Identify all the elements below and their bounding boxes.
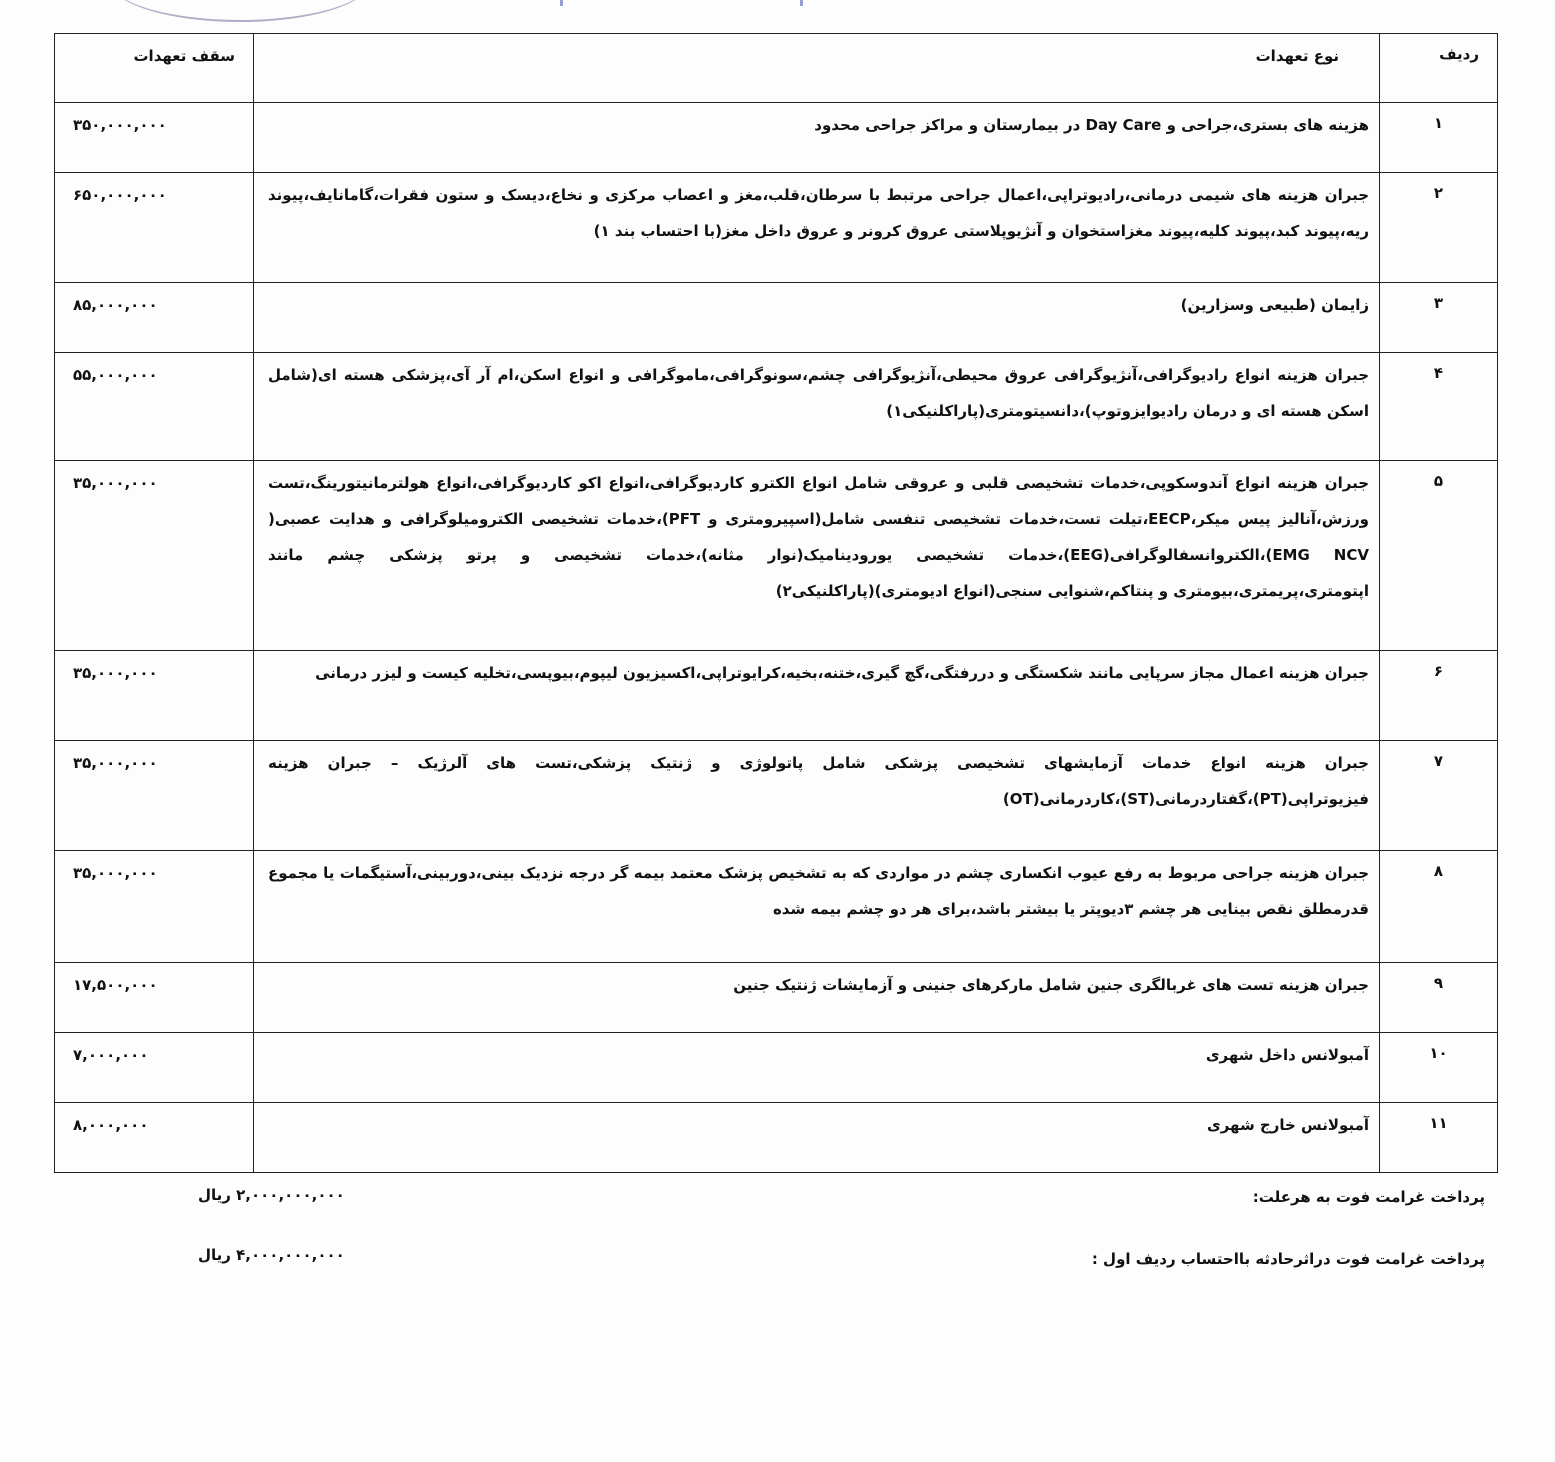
header-coverage-cap: سقف تعهدات	[55, 34, 254, 103]
coverage-cap: ۸۵,۰۰۰,۰۰۰	[55, 283, 254, 353]
death-compensation-label: پرداخت غرامت فوت به هرعلت:	[1252, 1188, 1485, 1206]
stamp-ink-mark	[800, 0, 803, 6]
coverage-cap: ۵۵,۰۰۰,۰۰۰	[55, 353, 254, 461]
row-number: ۶	[1380, 651, 1498, 741]
table-header-row	[55, 34, 1498, 103]
coverage-type: آمبولانس داخل شهری	[254, 1033, 1380, 1103]
accident-compensation-label: پرداخت غرامت فوت دراثرحادثه بااحتساب ردیف اول :	[1091, 1250, 1485, 1268]
coverage-type: جبران هزینه انواع آندوسکوپی،خدمات تشخیصی قلبی و عروقی شامل انواع الکترو کاردیوگرافی،انواع اکو کاردیوگرافی،انواع هولترمانیتورینگ،تست ورزش،آنالیز پیس میکر،EECP،تیلت تست،خدمات تشخیصی تنفسی شامل(اسپیرومتری و PFT)،خدمات تشخیصی الکترومیلوگرافی و هدایت عصبی( EMG NCV)،الکتروانسفالوگرافی(EEG)،خدمات تشخیصی یورودینامیک(نوار مثانه)،خدمات تشخیصی و پرتو پزشکی چشم مانند اپتومتری،پریمتری،بیومتری و پنتاکم،شنوایی سنجی(انواع ادیومتری)(پاراکلنیکی۲)	[254, 461, 1380, 651]
stamp-ink-mark	[560, 0, 563, 6]
row-number: ۷	[1380, 741, 1498, 851]
coverage-cap: ۳۵,۰۰۰,۰۰۰	[55, 651, 254, 741]
coverage-table	[54, 33, 1498, 1173]
coverage-cap: ۳۵,۰۰۰,۰۰۰	[55, 461, 254, 651]
row-number: ۸	[1380, 851, 1498, 963]
coverage-cap: ۸,۰۰۰,۰۰۰	[55, 1103, 254, 1173]
coverage-cap: ۱۷,۵۰۰,۰۰۰	[55, 963, 254, 1033]
coverage-type: جبران هزینه تست های غربالگری جنین شامل مارکرهای جنینی و آزمایشات ژنتیک جنین	[254, 963, 1380, 1033]
coverage-cap: ۳۵,۰۰۰,۰۰۰	[55, 851, 254, 963]
table-row	[55, 353, 1498, 461]
row-number: ۳	[1380, 283, 1498, 353]
row-number: ۵	[1380, 461, 1498, 651]
table-row	[55, 741, 1498, 851]
table-row	[55, 963, 1498, 1033]
coverage-type: زایمان (طبیعی وسزارین)	[254, 283, 1380, 353]
table-row	[55, 1033, 1498, 1103]
coverage-type: آمبولانس خارج شهری	[254, 1103, 1380, 1173]
coverage-cap: ۳۵,۰۰۰,۰۰۰	[55, 741, 254, 851]
coverage-cap: ۳۵۰,۰۰۰,۰۰۰	[55, 103, 254, 173]
coverage-type: جبران هزینه جراحی مربوط به رفع عیوب انکساری چشم در مواردی که به تشخیص پزشک معتمد بیمه گر درجه نزدیک بینی،دوربینی،آستیگمات یا مجموع قدرمطلق نقص بینایی هر چشم ۳دیوپتر یا بیشتر باشد،برای هر دو چشم بیمه شده	[254, 851, 1380, 963]
table-row	[55, 851, 1498, 963]
row-number: ۱۰	[1380, 1033, 1498, 1103]
accident-compensation-value: ۴,۰۰۰,۰۰۰,۰۰۰ ریال	[198, 1246, 345, 1264]
coverage-type: جبران هزینه انواع رادیوگرافی،آنژیوگرافی عروق محیطی،آنژیوگرافی چشم،سونوگرافی،ماموگرافی و انواع اسکن،ام آر آی،پزشکی هسته ای(شامل اسکن هسته ای و درمان رادیوایزوتوپ)،دانسیتومتری(پاراکلنیکی۱)	[254, 353, 1380, 461]
table-row	[55, 461, 1498, 651]
coverage-type: جبران هزینه اعمال مجاز سرپایی مانند شکستگی و دررفتگی،گچ گیری،ختنه،بخیه،کرایوتراپی،اکسیزیون لیپوم،بیوپسی،تخلیه کیست و لیزر درمانی	[254, 651, 1380, 741]
table-row	[55, 651, 1498, 741]
row-number: ۲	[1380, 173, 1498, 283]
header-coverage-type: نوع تعهدات	[254, 34, 1380, 103]
table-row	[55, 283, 1498, 353]
stamp-arc	[110, 0, 370, 22]
row-number: ۱	[1380, 103, 1498, 173]
death-compensation-value: ۲,۰۰۰,۰۰۰,۰۰۰ ریال	[198, 1186, 345, 1204]
header-row-number: ردیف	[1380, 34, 1498, 103]
table-row	[55, 173, 1498, 283]
table-row	[55, 103, 1498, 173]
row-number: ۴	[1380, 353, 1498, 461]
coverage-type: جبران هزینه انواع خدمات آزمایشهای تشخیصی پزشکی شامل پاتولوژی و ژنتیک پزشکی،تست های آلرژیک – جبران هزینه فیزیوتراپی(PT)،گفتاردرمانی(ST)،کاردرمانی(OT)	[254, 741, 1380, 851]
table-row	[55, 1103, 1498, 1173]
coverage-cap: ۶۵۰,۰۰۰,۰۰۰	[55, 173, 254, 283]
coverage-cap: ۷,۰۰۰,۰۰۰	[55, 1033, 254, 1103]
row-number: ۱۱	[1380, 1103, 1498, 1173]
coverage-type: هزینه های بستری،جراحی و Day Care در بیمارستان و مراکز جراحی محدود	[254, 103, 1380, 173]
coverage-type: جبران هزینه های شیمی درمانی،رادیوتراپی،اعمال جراحی مرتبط با سرطان،قلب،مغز و اعصاب مرکزی و نخاع،دیسک و ستون فقرات،گامانایف،پیوند ریه،پیوند کبد،پیوند کلیه،پیوند مغزاستخوان و آنژیوپلاستی عروق کرونر و عروق داخل مغز(با احتساب بند ۱)	[254, 173, 1380, 283]
row-number: ۹	[1380, 963, 1498, 1033]
